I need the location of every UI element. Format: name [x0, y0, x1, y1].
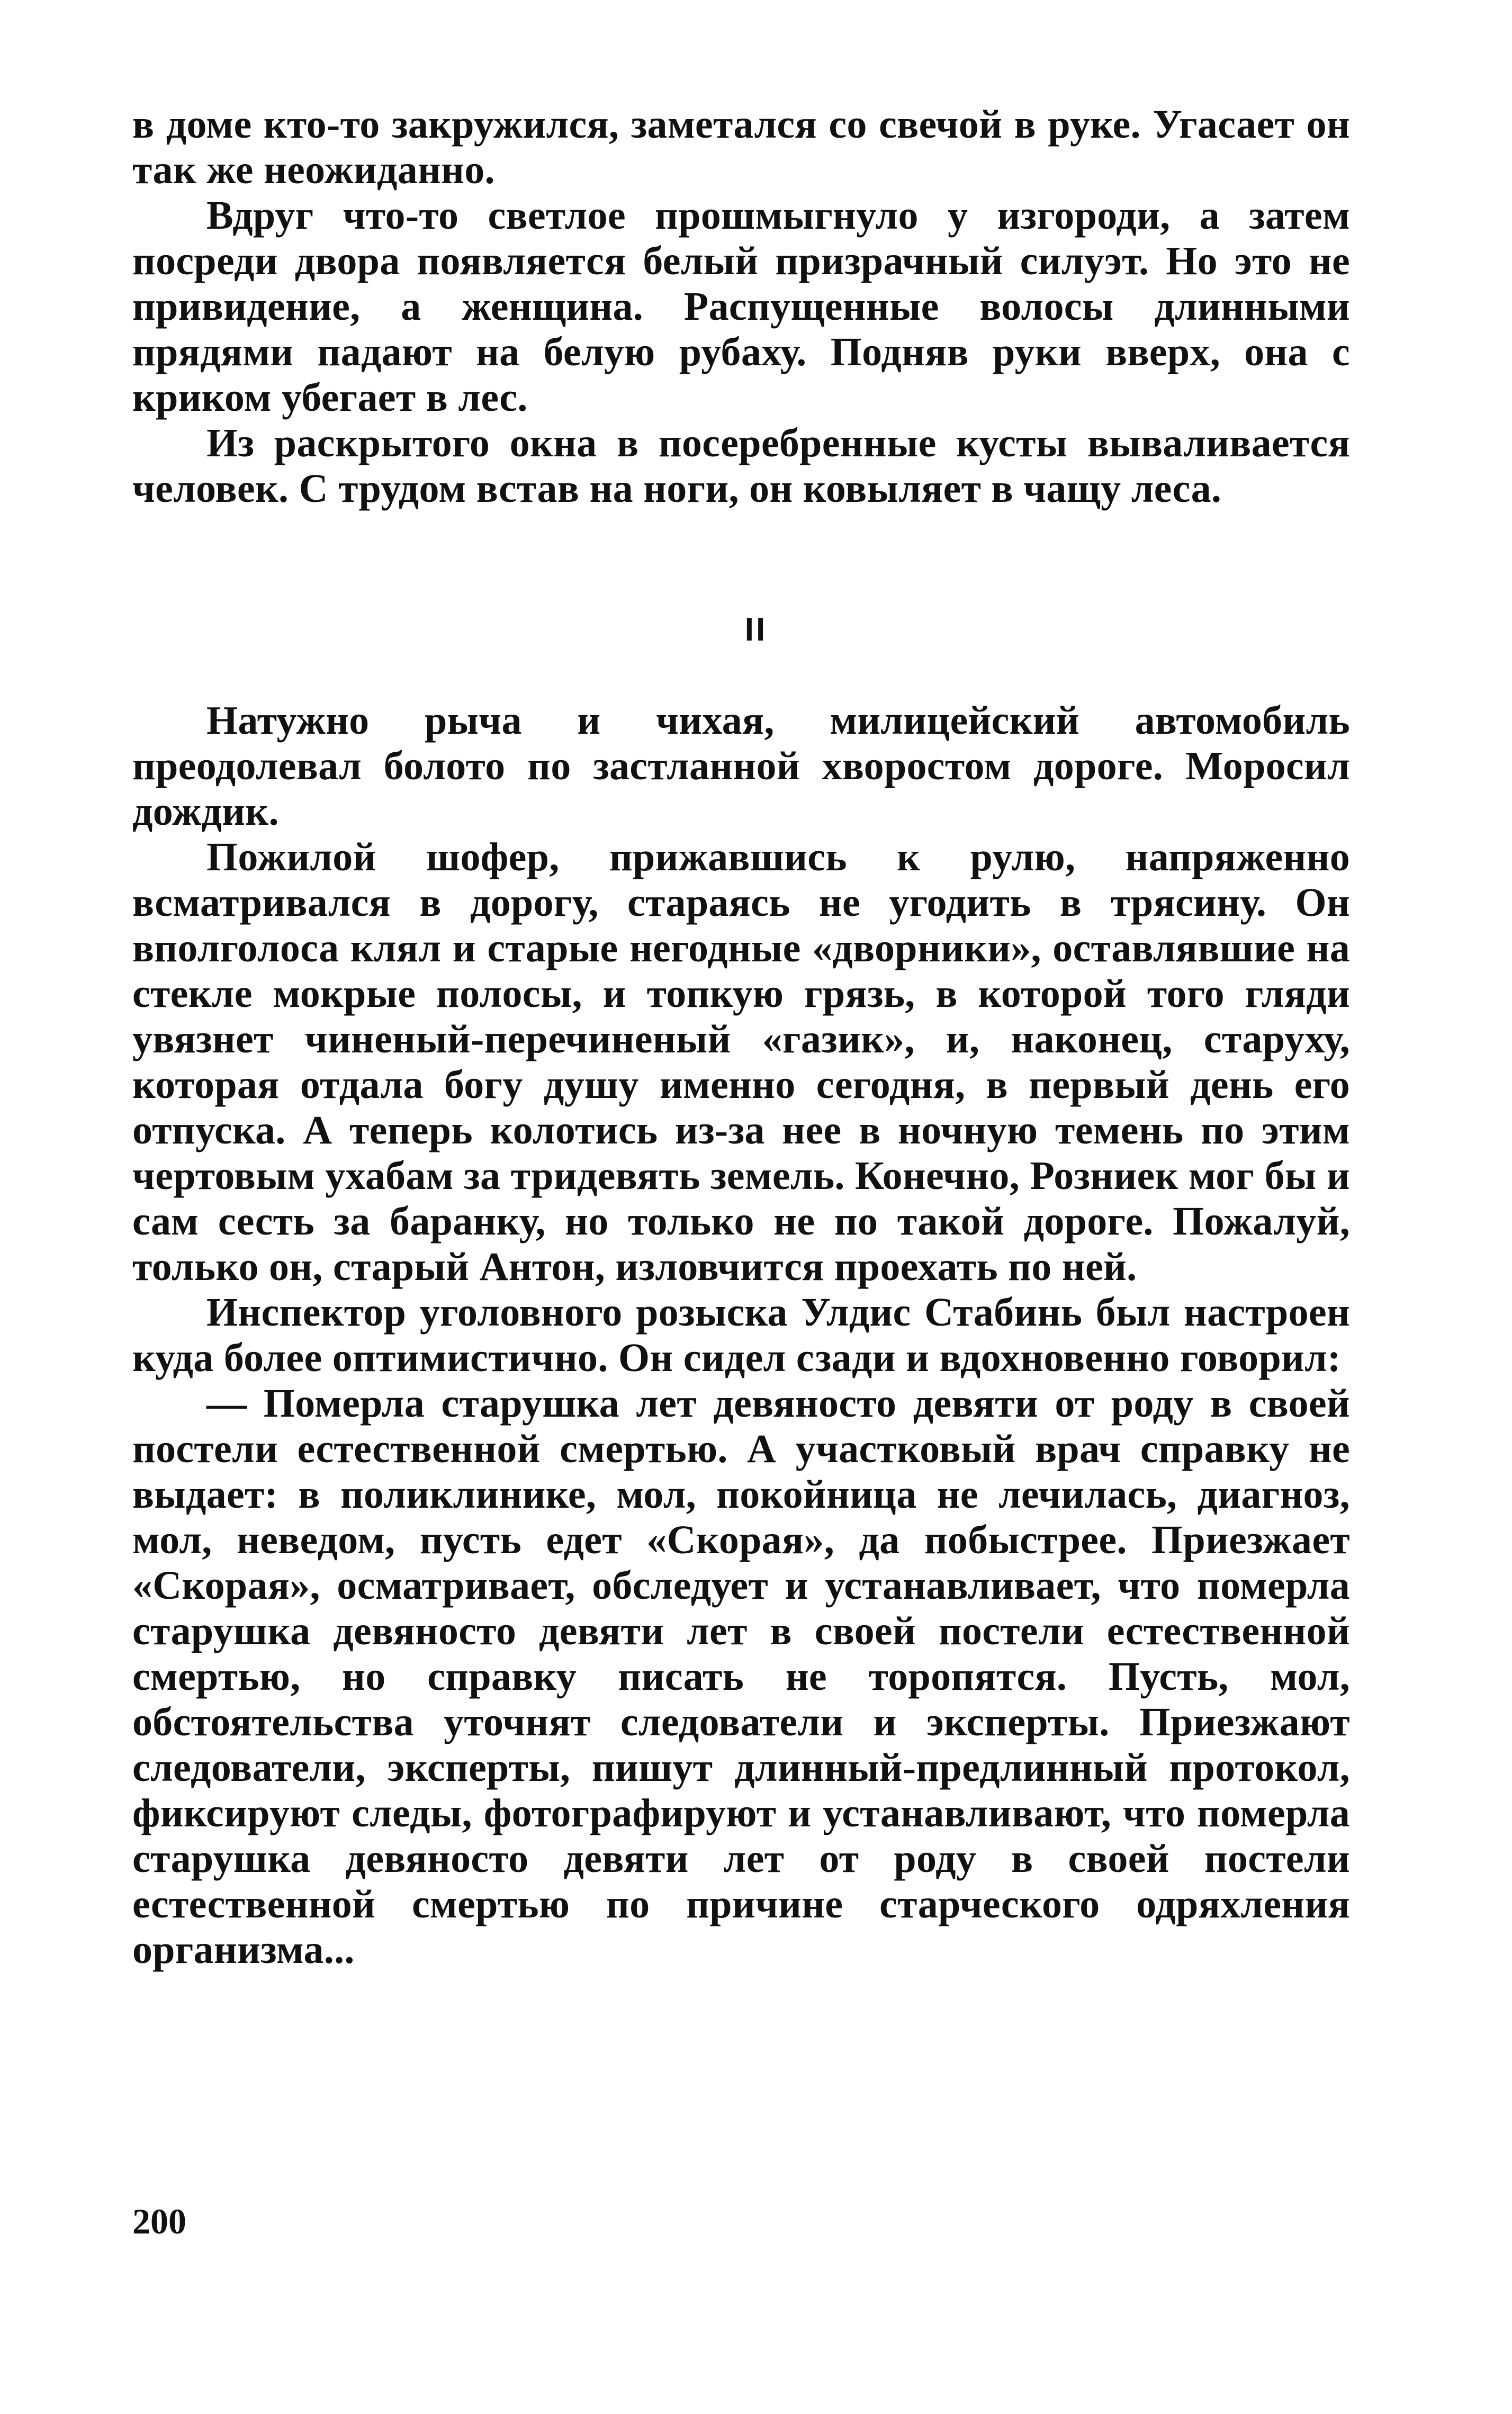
paragraph: Инспектор уголовного розыска Улдис Стабинь был настроен куда более оптимистично. Он сидел сзади и вдохновенно говорил:: [132, 1290, 1350, 1380]
paragraph: Натужно рыча и чихая, милицейский автомобиль преодолевал болото по застланной хворостом дороге. Моросил дождик.: [132, 698, 1350, 834]
paragraph-continued: в доме кто-то закружился, заметался со свечой в руке. Угасает он так же неожиданно.: [132, 102, 1350, 192]
paragraph: Вдруг что-то светлое прошмыгнуло у изгороди, а затем посреди двора появляется белый призрачный силуэт. Но это не привидение, а женщина. Распущенные волосы длинными прядями падают на белую рубаху. Подняв руки вверх, она с криком убегает в лес.: [132, 193, 1350, 420]
text-block-main: [132, 698, 1350, 1972]
page-number: 200: [132, 2201, 186, 2241]
paragraph: Пожилой шофер, прижавшись к рулю, напряженно всматривался в дорогу, стараясь не угодить в трясину. Он вполголоса клял и старые негодные «дворники», оставлявшие на стекле мокрые полосы, и топкую грязь, в которой того гляди увязнет чиненый-перечиненый «газик», и, наконец, старуху, которая отдала богу душу именно сегодня, в первый день его отпуска. А теперь колотись из-за нее в ночную темень по этим чертовым ухабам за тридевять земель. Конечно, Розниек мог бы и сам сесть за баранку, но только не по такой дороге. Пожалуй, только он, старый Антон, изловчится проехать по ней.: [132, 835, 1350, 1289]
paragraph: Из раскрытого окна в посеребренные кусты вываливается человек. С трудом встав на ноги, он ковыляет в чащу леса.: [132, 421, 1350, 511]
paragraph-dialogue: — Померла старушка лет девяносто девяти от роду в своей постели естественной смертью. А участковый врач справку не выдает: в поликлинике, мол, покойница не лечилась, диагноз, мол, неведом, пусть едет «Скорая», да побыстрее. Приезжает «Скорая», осматривает, обследует и устанавливает, что померла старушка девяносто девяти лет в своей постели естественной смертью, но справку писать не торопятся. Пусть, мол, обстоятельства уточнят следователи и эксперты. Приезжают следователи, эксперты, пишут длинный-предлинный протокол, фиксируют следы, фотографируют и устанавливают, что померла старушка девяносто девяти лет от роду в своей постели естественной смертью по причине старческого одряхления организма...: [132, 1381, 1350, 1972]
text-block-top: [132, 102, 1350, 511]
section-number: II: [744, 611, 768, 648]
